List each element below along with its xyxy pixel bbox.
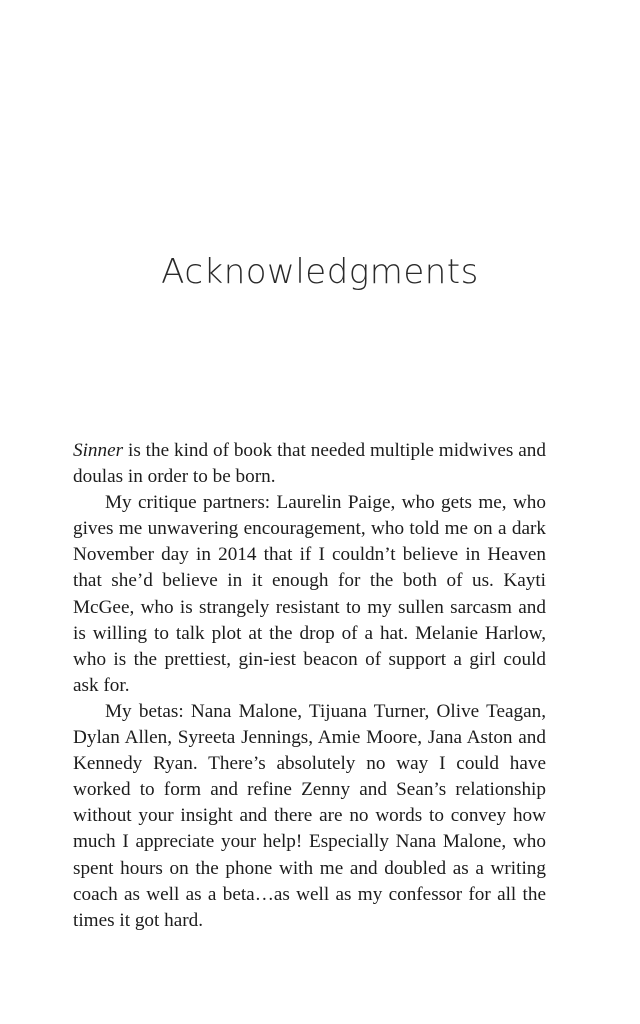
paragraph-critique-partners: My critique partners: Laurelin Paige, who gets me, who gives me unwavering encouragement, who told me on a dark November day in 2014 that if I couldn’t believe in Heaven that she’d believe in it enough for the both of us. Kayti McGee, who is strangely resistant to my sullen sarcasm and is willing to talk plot at the drop of a hat. Melanie Harlow, who is the prettiest, gin-iest beacon of support a girl could ask for. [73, 492, 546, 696]
paragraph-betas: My betas: Nana Malone, Tijuana Turner, Olive Teagan, Dylan Allen, Syreeta Jennings, Amie Moore, Jana Aston and Kennedy Ryan. There’s absolutely no way I could have worked to form and refine Zenny and Sean’s relationship without your insight and there are no words to convey how much I appreciate your help! Especially Nana Malone, who spent hours on the phone with me and doubled as a writing coach as well as a beta…as well as my confessor for all the times it got hard. [73, 700, 546, 931]
book-title-italic: Sinner [73, 440, 124, 461]
paragraph-intro-text: is the kind of book that needed multiple midwives and doulas in order to be born. [73, 440, 546, 488]
paragraph-intro [73, 438, 546, 490]
acknowledgments-body [73, 438, 546, 934]
chapter-title: Acknowledgments [161, 252, 479, 292]
